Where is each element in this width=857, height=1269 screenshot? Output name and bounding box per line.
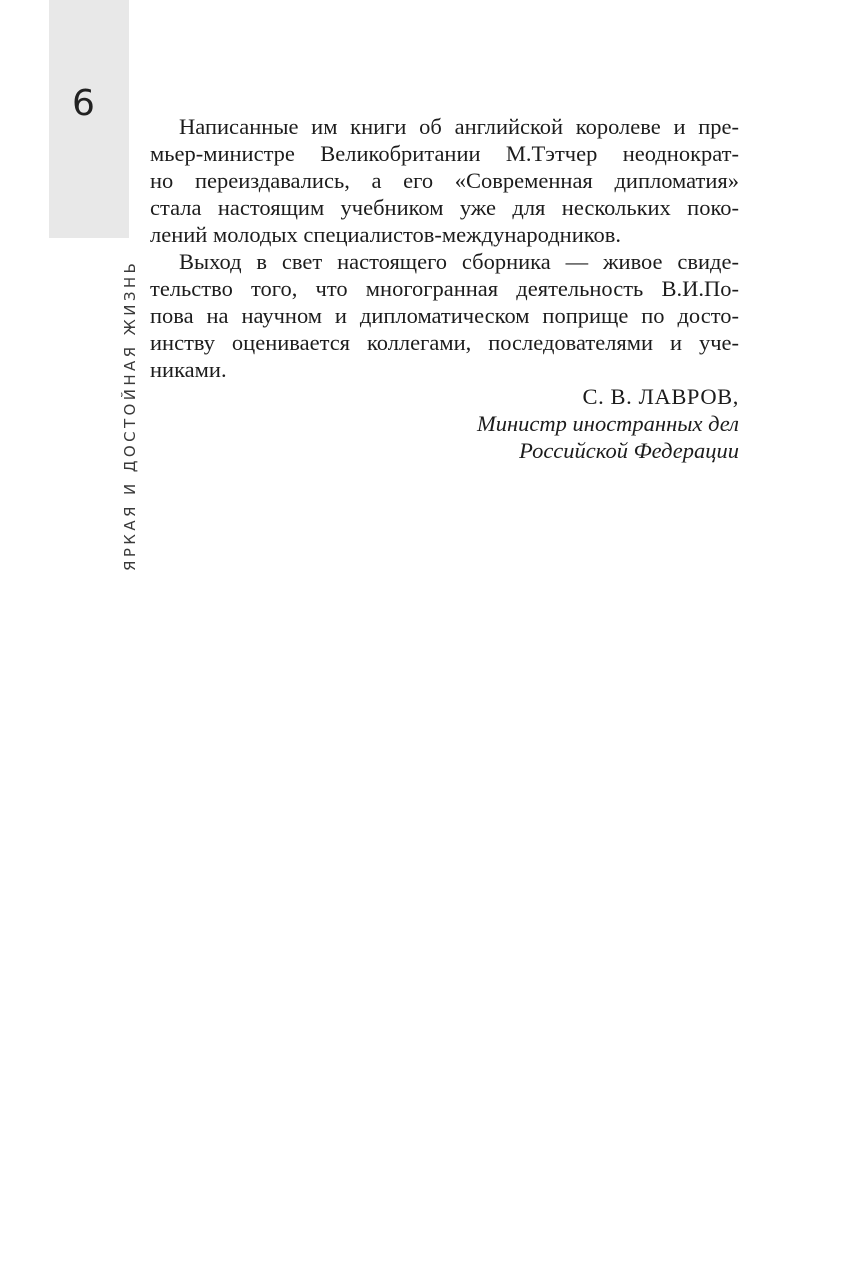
- text-line: стала настоящим учебником уже для нескольких поко-: [150, 195, 739, 220]
- paragraph-2: [150, 248, 739, 383]
- text-line: Написанные им книги об английской королеве и пре-: [179, 114, 739, 139]
- signatory-name: С. В. ЛАВРОВ,: [582, 384, 739, 409]
- running-head: ЯРКАЯ И ДОСТОЙНАЯ ЖИЗНЬ: [121, 259, 139, 571]
- signatory-title: Министр иностранных дел: [477, 411, 739, 436]
- text-line: лений молодых специалистов-международников.: [150, 222, 622, 247]
- signature-block: [150, 383, 739, 464]
- text-line: Выход в свет настоящего сборника — живое свиде-: [179, 249, 739, 274]
- page-number: 6: [72, 83, 95, 124]
- text-line: инству оценивается коллегами, последователями и уче-: [150, 330, 739, 355]
- text-line: но переиздавались, а его «Современная дипломатия»: [150, 168, 739, 193]
- signatory-organization: Российской Федерации: [519, 438, 739, 463]
- body-text: [150, 113, 739, 464]
- text-line: тельство того, что многогранная деятельность В.И.По-: [150, 276, 739, 301]
- paragraph-1: [150, 113, 739, 248]
- text-line: мьер-министре Великобритании М.Тэтчер неоднократ-: [150, 141, 739, 166]
- text-line: никами.: [150, 357, 227, 382]
- text-line: пова на научном и дипломатическом поприще по досто-: [150, 303, 739, 328]
